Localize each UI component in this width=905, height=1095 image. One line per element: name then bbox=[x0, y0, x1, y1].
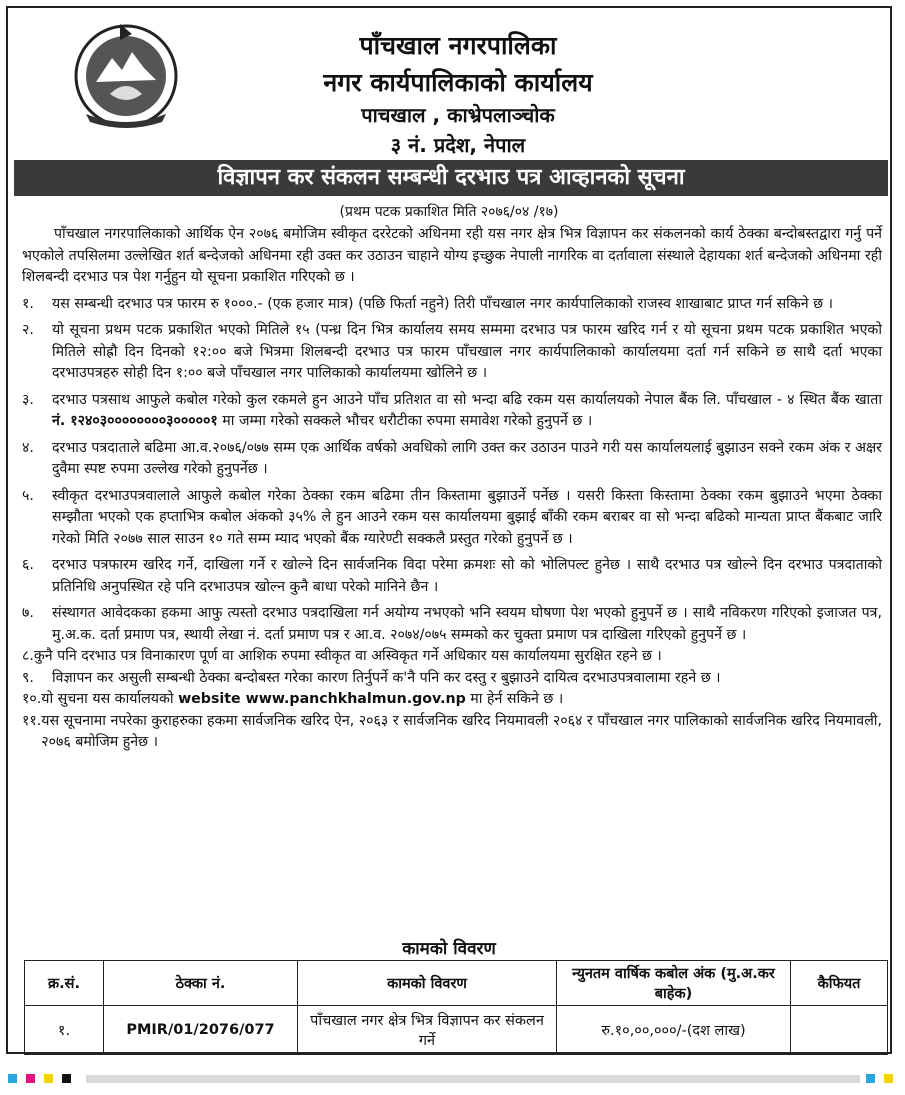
website-link[interactable]: website www.panchkhalmun.gov.np bbox=[178, 691, 466, 707]
item-text: यो सूचना प्रथम पटक प्रकाशित भएको मितिले १५ (पन्ध्र दिन भित्र कार्यालय समय सम्ममा दरभाउ पत्र फारम खरिद गर्न र यो सूचना प्रथम पटक प्रकाशित भएको मितिले सोह्रौ दिन दिनको १२:०० बजे भित्रमा शिलबन्दी दरभाउ पत्र फारम पाँचखाल नगर कार्यपालिकाको कार्यालयमा दर्ता गर्न सकिने छ साथै दर्ता भएका दरभाउपत्रहरु सोही दिन १:०० बजे पाँचखाल नगर पालिकाको कार्यालयमा खोलिने छ । bbox=[52, 322, 882, 381]
nepal-emblem-icon bbox=[70, 18, 182, 130]
list-item bbox=[22, 438, 882, 481]
item-text: दरभाउ पत्रदाताले बढिमा आ.व.२०७६/०७७ सम्म एक आर्थिक वर्षको अवधिको लागि उक्त कर उठाउन पाउने गरी यस कार्यालयलाई बुझाउन सक्ने रकम अंक र अक्षर दुवैमा स्पष्ट रुपमा उल्लेख गरेको हुनुपर्नेछ । bbox=[52, 439, 882, 477]
table-cell: १. bbox=[25, 1006, 104, 1055]
cyan-swatch bbox=[8, 1074, 17, 1083]
notice-title-banner: विज्ञापन कर संकलन सम्बन्धी दरभाउ पत्र आव्हानको सूचना bbox=[14, 160, 888, 196]
item-text: कुनै पनि दरभाउ पत्र विनाकारण पूर्ण वा आशिक रुपमा स्वीकृत वा अस्विकृत गर्ने अधिकार यस कार्यालयमा सुरक्षित रहने छ । bbox=[33, 648, 662, 664]
item-number: ४. bbox=[22, 439, 34, 456]
item-text: संस्थागत आवेदकका हकमा आफु त्यस्तो दरभाउ पत्रदाखिला गर्न अयोग्य नभएको भनि स्वयम घोषणा पेश भएको हुनुपर्ने छ । साथै नविकरण गरिएको इजाजत पत्र, मु.अ.क. दर्ता प्रमाण पत्र, स्थायी लेखा नं. दर्ता प्रमाण पत्र र आ.व. २०७४/०७५ सम्मको कर चुक्ता प्रमाण पत्र दाखिला गरिएको हुनुपर्ने छ । bbox=[52, 605, 882, 643]
list-item bbox=[22, 555, 882, 598]
list-item bbox=[22, 390, 882, 433]
item-number: ३. bbox=[22, 391, 34, 408]
black-swatch bbox=[62, 1074, 71, 1083]
cyan-swatch bbox=[866, 1074, 875, 1083]
column-header: कैफियत bbox=[791, 961, 888, 1006]
list-item bbox=[22, 320, 882, 385]
item-number: ११. bbox=[22, 712, 42, 729]
list-item bbox=[22, 711, 882, 754]
print-color-bar bbox=[0, 1072, 905, 1084]
column-header: कामको विवरण bbox=[298, 961, 557, 1006]
list-item bbox=[22, 603, 882, 646]
item-text: विज्ञापन कर असुली सम्बन्धी ठेक्का बन्दोबस्त गरेका कारण तिर्नुपर्ने क'नै पनि कर दस्तु र बुझाउने दायित्व दरभाउपत्रवालामा रहने छ । bbox=[52, 669, 721, 686]
column-header: ठेक्का नं. bbox=[104, 961, 298, 1006]
notice-body bbox=[22, 224, 882, 754]
office-name: नगर कार्यपालिकाको कार्यालय bbox=[323, 68, 593, 97]
table-cell: पाँचखाल नगर क्षेत्र भित्र विज्ञापन कर संकलन गर्ने bbox=[298, 1006, 557, 1055]
item-text-part: दरभाउ पत्रसाथ आफुले कबोल गरेको कुल रकमले हुन आउने पाँच प्रतिशत वा सो भन्दा बढि रकम यस कार्यालयको नेपाल बैंक लि. पाँचखाल - ४ स्थित बैंक खाता bbox=[52, 391, 882, 408]
item-text: दरभाउ पत्रफारम खरिद गर्ने, दाखिला गर्ने र खोल्ने दिन सार्वजनिक विदा परेमा क्रमशः सो को भोलिपल्ट हुनेछ । साथै दरभाउ पत्र खोल्ने दिन दरभाउ पत्रदाताको प्रतिनिधि अनुपस्थित रहे पनि दरभाउपत्र खोल्न कुनै बाधा परेको मानिने छैन । bbox=[52, 557, 882, 595]
gray-strip bbox=[86, 1075, 860, 1083]
item-number: ९. bbox=[22, 669, 34, 686]
table-row bbox=[25, 1006, 888, 1055]
list-item bbox=[22, 646, 882, 668]
list-item bbox=[22, 294, 882, 316]
table-cell bbox=[791, 1006, 888, 1055]
magenta-swatch bbox=[26, 1074, 35, 1083]
column-header: न्युनतम वार्षिक कबोल अंक (मु.अ.कर बाहेक) bbox=[557, 961, 791, 1006]
table-cell: रु.१०,००,०००/-(दश लाख) bbox=[557, 1006, 791, 1055]
list-item bbox=[22, 689, 882, 711]
table-cell: PMIR/01/2076/077 bbox=[104, 1006, 298, 1055]
list-item bbox=[22, 668, 882, 690]
item-text-part: मा जम्मा गरेको सक्कले भौचर धरौटीका रुपमा समावेश गरेको हुनुपर्ने छ । bbox=[222, 413, 593, 429]
item-text: यस सूचनामा नपरेका कुराहरुका हकमा सार्वजनिक खरिद ऐन, २०६३ र सार्वजनिक खरिद नियमावली २०६४ र पाँचखाल नगर पालिकाको सार्वजनिक खरिद नियमावली, २०७६ बमोजिम हुनेछ । bbox=[41, 712, 882, 750]
column-header: क्र.सं. bbox=[25, 961, 104, 1006]
work-details-table bbox=[24, 960, 888, 1055]
yellow-swatch bbox=[44, 1074, 53, 1083]
yellow-swatch bbox=[884, 1074, 893, 1083]
intro-paragraph: पाँचखाल नगरपालिकाको आर्थिक ऐन २०७६ बमोजिम स्वीकृत दररेटको अधिनमा रही यस नगर क्षेत्र भित्र विज्ञापन कर संकलनको कार्य ठेक्का बन्दोबस्तद्वारा गर्नु पर्ने भएकोले तपसिलमा उल्लेखित शर्त बन्देजको अधिनमा रही उक्त कर उठाउन चाहाने योग्य इच्छुक नेपाली नागरिक वा दर्तावाला संस्थाले देहायका शर्त बन्देजको अधिनमा रही शिलबन्दी दरभाउ पत्र पेश गर्नुहुन यो सूचना प्रकाशित गरिएको छ । bbox=[22, 226, 882, 285]
table-title: कामको विवरण bbox=[402, 939, 496, 959]
office-location: पाचखाल , काभ्रेपलाञ्चोक bbox=[361, 103, 555, 127]
notice-frame bbox=[6, 6, 892, 1054]
municipality-name: पाँचखाल नगरपालिका bbox=[359, 31, 557, 60]
item-text-part: यो सुचना यस कार्यालयको bbox=[41, 691, 174, 707]
item-number: १०. bbox=[22, 691, 42, 707]
item-number: ८. bbox=[22, 648, 34, 664]
province-country: ३ नं. प्रदेश, नेपाल bbox=[390, 133, 526, 157]
item-text bbox=[52, 390, 882, 433]
table-header-row bbox=[25, 961, 888, 1006]
item-number: १. bbox=[22, 295, 34, 312]
item-number: ५. bbox=[22, 487, 34, 504]
item-text: स्वीकृत दरभाउपत्रवालाले आफुले कबोल गरेका ठेक्का रकम बढिमा तीन किस्तामा बुझाउर्ने पर्नेछ । यसरी किस्ता किस्तामा ठेक्का रकम बुझाउने भएमा ठेक्का सम्झौता भएको एक हप्ताभित्र कबोल अंकको ३५% ले हुन आउने रकम यस कार्यालयमा बुझाई बाँकी रकम बराबर वा सो भन्दा बढिको मान्यता प्राप्त बैंकबाट जारि गरेको मिति २०७७ साल साउन १० गते सम्म म्याद भएको बैंक ग्यारेण्टी सक्कलै प्रस्तुत गरेको हुनुपर्ने छ । bbox=[52, 487, 882, 547]
bank-account-number: नं. १२४०३००००००००३०००००१ bbox=[52, 413, 218, 429]
publication-date: (प्रथम पटक प्रकाशित मिति २०७६/०४ /१७) bbox=[339, 204, 559, 220]
list-item bbox=[22, 486, 882, 551]
item-text: यस सम्बन्धी दरभाउ पत्र फारम रु १०००.- (एक हजार मात्र) (पछि फिर्ता नहुने) तिरी पाँचखाल नगर कार्यपालिकाको राजस्व शाखाबाट प्राप्त गर्न सकिने छ । bbox=[52, 295, 833, 312]
item-text bbox=[41, 689, 882, 711]
item-number: २. bbox=[22, 322, 34, 338]
item-number: ७. bbox=[22, 605, 34, 621]
item-text-part: मा हेर्न सकिने छ । bbox=[470, 691, 564, 707]
item-number: ६. bbox=[22, 557, 34, 573]
